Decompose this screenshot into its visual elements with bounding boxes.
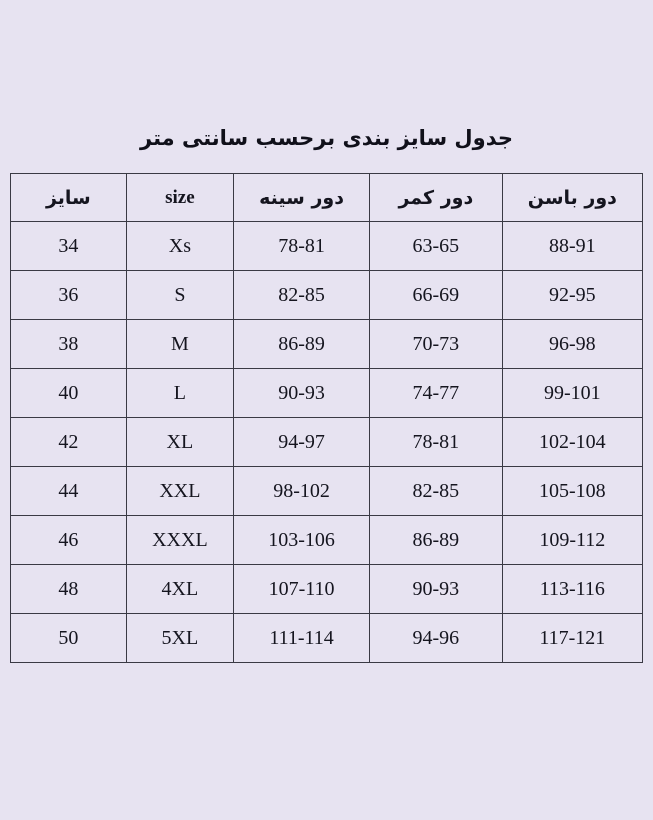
cell-number: 44 [11, 467, 127, 516]
cell-size: XL [126, 418, 233, 467]
cell-hip: 88-91 [502, 222, 642, 271]
table-row [11, 516, 643, 565]
cell-hip: 109-112 [502, 516, 642, 565]
cell-number: 46 [11, 516, 127, 565]
cell-hip: 117-121 [502, 614, 642, 663]
cell-hip: 99-101 [502, 369, 642, 418]
table-row [11, 222, 643, 271]
cell-bust: 90-93 [234, 369, 370, 418]
table-body [11, 222, 643, 663]
page-title: جدول سایز بندی برحسب سانتی متر [140, 126, 513, 150]
cell-waist: 94-96 [369, 614, 502, 663]
cell-size: L [126, 369, 233, 418]
cell-bust: 94-97 [234, 418, 370, 467]
table-row [11, 565, 643, 614]
table-row [11, 369, 643, 418]
table-header [11, 174, 643, 222]
cell-bust: 103-106 [234, 516, 370, 565]
cell-waist: 74-77 [369, 369, 502, 418]
cell-bust: 98-102 [234, 467, 370, 516]
cell-number: 36 [11, 271, 127, 320]
cell-size: 5XL [126, 614, 233, 663]
cell-waist: 66-69 [369, 271, 502, 320]
cell-number: 42 [11, 418, 127, 467]
table-row [11, 418, 643, 467]
cell-hip: 113-116 [502, 565, 642, 614]
cell-waist: 86-89 [369, 516, 502, 565]
cell-waist: 82-85 [369, 467, 502, 516]
cell-size: M [126, 320, 233, 369]
cell-size: 4XL [126, 565, 233, 614]
cell-size: S [126, 271, 233, 320]
cell-waist: 63-65 [369, 222, 502, 271]
table-row [11, 467, 643, 516]
column-header-hip: دور باسن [502, 174, 642, 222]
cell-number: 38 [11, 320, 127, 369]
cell-waist: 90-93 [369, 565, 502, 614]
cell-size: XXXL [126, 516, 233, 565]
cell-hip: 105-108 [502, 467, 642, 516]
table-row [11, 320, 643, 369]
column-header-waist: دور کمر [369, 174, 502, 222]
table-row [11, 614, 643, 663]
cell-number: 40 [11, 369, 127, 418]
cell-size: Xs [126, 222, 233, 271]
cell-waist: 78-81 [369, 418, 502, 467]
cell-size: XXL [126, 467, 233, 516]
column-header-size: size [126, 174, 233, 222]
size-table [10, 173, 643, 663]
cell-number: 34 [11, 222, 127, 271]
table-header-row [11, 174, 643, 222]
column-header-number: سایز [11, 174, 127, 222]
cell-number: 50 [11, 614, 127, 663]
cell-bust: 86-89 [234, 320, 370, 369]
cell-waist: 70-73 [369, 320, 502, 369]
cell-hip: 92-95 [502, 271, 642, 320]
cell-bust: 82-85 [234, 271, 370, 320]
cell-bust: 111-114 [234, 614, 370, 663]
size-table-container [10, 173, 643, 663]
cell-bust: 78-81 [234, 222, 370, 271]
cell-bust: 107-110 [234, 565, 370, 614]
table-row [11, 271, 643, 320]
column-header-bust: دور سینه [234, 174, 370, 222]
cell-number: 48 [11, 565, 127, 614]
cell-hip: 102-104 [502, 418, 642, 467]
cell-hip: 96-98 [502, 320, 642, 369]
